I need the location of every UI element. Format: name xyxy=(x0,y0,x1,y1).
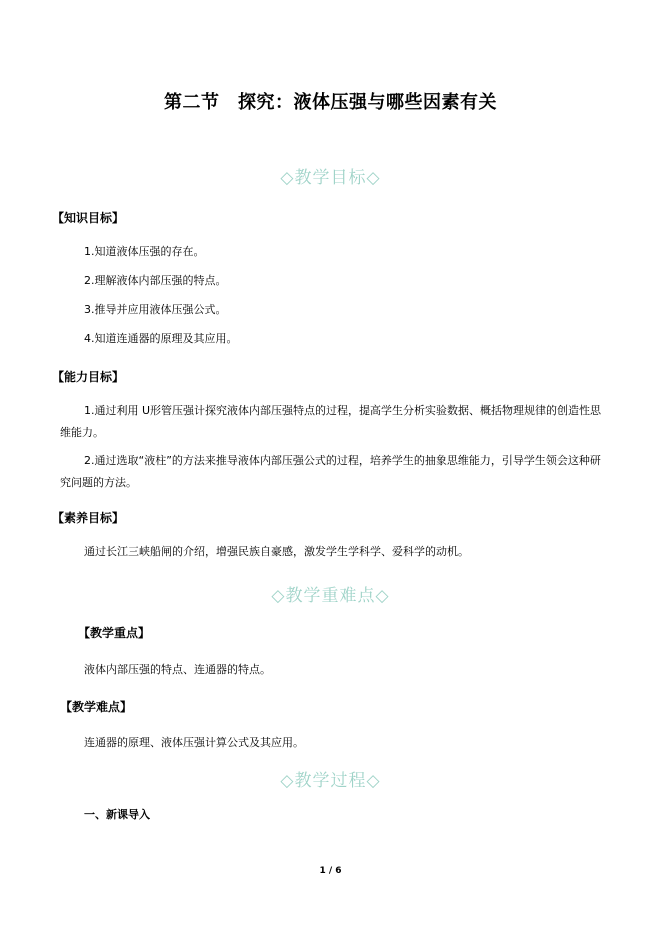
knowledge-item: 3.推导并应用液体压强公式。 xyxy=(84,303,227,316)
document-title: 第二节 探究：液体压强与哪些因素有关 xyxy=(164,92,497,113)
literacy-label: 【素养目标】 xyxy=(52,511,125,525)
objectives-heading: ◇教学目标◇ xyxy=(280,168,381,188)
page-number: 1 / 6 xyxy=(319,866,342,876)
process-first-step: 一、新课导入 xyxy=(84,808,150,821)
knowledge-item: 2.理解液体内部压强的特点。 xyxy=(84,274,227,287)
ability-item: 2.通过选取“液柱”的方法来推导液体内部压强公式的过程，培养学生的抽象思维能力，引导学生领会这种研究问题的方法。 xyxy=(60,454,601,489)
knowledge-label: 【知识目标】 xyxy=(52,211,125,225)
ability-label: 【能力目标】 xyxy=(52,370,125,384)
process-heading: ◇教学过程◇ xyxy=(280,771,381,791)
key-label: 【教学重点】 xyxy=(78,626,151,640)
key-text: 液体内部压强的特点、连通器的特点。 xyxy=(84,663,271,676)
ability-item: 1.通过利用 U形管压强计探究液体内部压强特点的过程，提高学生分析实验数据、概括物理规律的创造性思维能力。 xyxy=(60,404,602,439)
keypoints-heading: ◇教学重难点◇ xyxy=(271,586,390,606)
knowledge-item: 4.知道连通器的原理及其应用。 xyxy=(84,332,238,345)
difficult-text: 连通器的原理、液体压强计算公式及其应用。 xyxy=(84,736,304,749)
difficult-label: 【教学难点】 xyxy=(60,700,133,714)
literacy-text: 通过长江三峡船闸的介绍，增强民族自豪感，激发学生学科学、爱科学的动机。 xyxy=(84,545,469,558)
knowledge-item: 1.知道液体压强的存在。 xyxy=(84,245,205,258)
